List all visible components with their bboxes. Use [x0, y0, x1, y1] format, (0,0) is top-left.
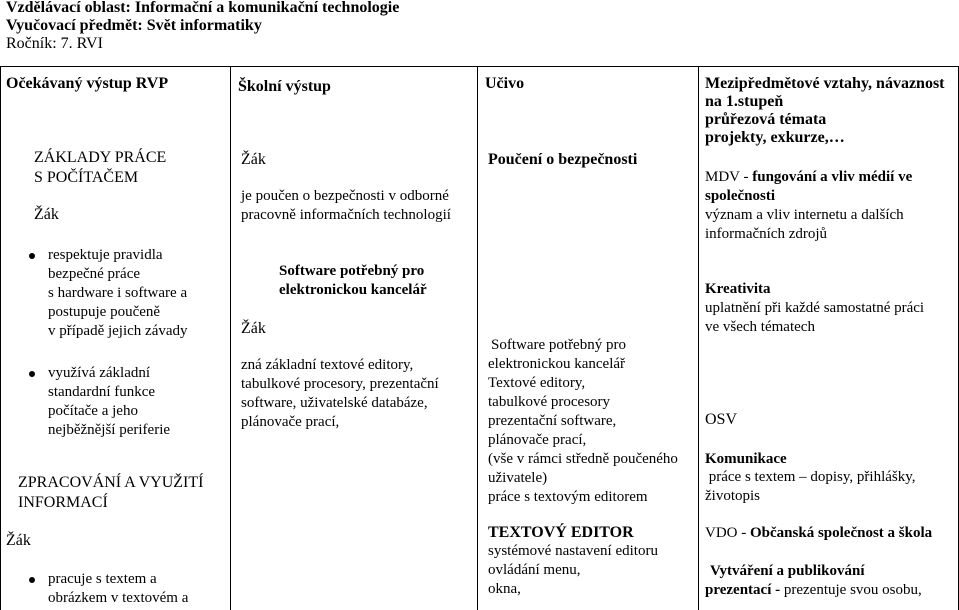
student-label: Žák — [6, 532, 31, 549]
list-line: standardní funkce — [48, 384, 156, 400]
text-line: tabulkové procesory — [488, 394, 611, 410]
student-label: Žák — [34, 206, 59, 223]
text-line: význam a vliv internetu a dalších — [705, 207, 904, 223]
educational-area: Vzdělávací oblast: Informační a komunikační technologie — [6, 0, 400, 16]
subject-title: Vyučovací předmět: Svět informatiky — [6, 17, 262, 34]
creativity-heading: Kreativita — [705, 281, 771, 297]
bullet-icon — [29, 253, 35, 259]
vdo-line — [705, 524, 932, 543]
text-line: elektronickou kancelář — [488, 356, 626, 372]
list-line: postupuje poučeně — [48, 304, 161, 320]
text-line: uživatele) — [488, 470, 548, 486]
student-label: Žák — [241, 151, 266, 168]
column-header-curriculum: Učivo — [485, 75, 525, 92]
text-line: ve všech tématech — [705, 319, 815, 335]
column-header-relations-line: Mezipředmětové vztahy, návaznost — [705, 75, 945, 92]
publishing-heading: Vytváření a publikování — [710, 563, 865, 579]
text-line: (vše v rámci středně poučeného — [488, 451, 678, 467]
column-divider-2 — [477, 66, 478, 610]
vdo-topic: Občanská společnost a škola — [750, 525, 933, 541]
list-line: bezpečné práce — [48, 266, 141, 282]
heading-line: S POČÍTAČEM — [34, 169, 139, 186]
list-line: s hardware i software a — [48, 285, 188, 301]
communication-description — [705, 468, 916, 506]
list-line: nejběžnější periferie — [48, 422, 171, 438]
list-line: respektuje pravidla — [48, 247, 163, 263]
list-line: počítače a jeho — [48, 403, 138, 419]
software-heading — [279, 262, 427, 300]
mdv-line — [705, 168, 912, 187]
text-line: práce s textovým editorem — [488, 489, 648, 505]
text-line: životopis — [705, 488, 760, 504]
editors-knowledge-text — [241, 356, 439, 432]
heading-line: Software potřebný pro — [279, 263, 425, 279]
grade-label: Ročník: 7. RVI — [6, 35, 103, 52]
list-line: v případě jejich závady — [48, 323, 188, 339]
text-editor-heading: TEXTOVÝ EDITOR — [488, 524, 634, 541]
bullet-list-text — [48, 570, 188, 608]
list-item — [48, 246, 188, 341]
list-line: využívá základní — [48, 365, 151, 381]
list-line: obrázkem v textovém a — [48, 590, 189, 606]
bullet-icon — [29, 371, 35, 377]
column-header-relations-line: na 1.stupeň — [705, 93, 784, 110]
table-left-border — [0, 66, 1, 610]
table-top-border — [0, 66, 959, 67]
heading-line: ZÁKLADY PRÁCE — [34, 149, 167, 166]
column-header-relations-line: průřezová témata — [705, 111, 827, 128]
list-item — [48, 570, 188, 608]
mdv-description — [705, 206, 904, 244]
column-divider-3 — [698, 66, 699, 610]
bullet-list-rules — [48, 246, 188, 341]
text-line: uplatnění při každé samostatné práci — [705, 300, 925, 316]
column-header-rvp: Očekávaný výstup RVP — [6, 75, 169, 92]
list-item — [48, 364, 170, 440]
safety-instruction-text — [241, 187, 451, 225]
heading-line: ZPRACOVÁNÍ A VYUŽITÍ — [18, 474, 204, 491]
text-line: software, uživatelské databáze, — [241, 395, 428, 411]
student-label: Žák — [241, 320, 266, 337]
text-line: pracovně informačních technologií — [241, 207, 451, 223]
text-line: Textové editory, — [488, 375, 586, 391]
text-line: ovládání menu, — [488, 562, 581, 578]
text-line: okna, — [488, 581, 521, 597]
vdo-prefix: VDO - — [705, 525, 750, 541]
column-header-relations — [705, 75, 945, 147]
text-line: prezentační software, — [488, 413, 617, 429]
creativity-description — [705, 299, 924, 337]
text-editor-topics — [488, 542, 658, 599]
presentation-text: prezentuje svou osobu, — [783, 582, 922, 598]
text-line: systémové nastavení editoru — [488, 543, 658, 559]
column-divider-1 — [230, 66, 231, 610]
communication-heading: Komunikace — [705, 451, 787, 467]
osv-label: OSV — [705, 411, 738, 428]
list-line: pracuje s textem a — [48, 571, 157, 587]
bullet-icon — [29, 577, 35, 583]
mdv-topic: fungování a vliv médií ve — [752, 169, 913, 185]
section-heading-basics — [34, 148, 166, 188]
text-line: Software potřebný pro — [491, 337, 626, 353]
text-line: informačních zdrojů — [705, 226, 828, 242]
bullet-list-functions — [48, 364, 170, 440]
text-line: plánovače prací, — [488, 432, 587, 448]
safety-heading: Poučení o bezpečnosti — [488, 151, 638, 168]
text-line: tabulkové procesory, prezentační — [241, 376, 439, 392]
mdv-topic-continued: společnosti — [705, 188, 776, 204]
text-line: práce s textem – dopisy, přihlášky, — [705, 469, 916, 485]
column-header-relations-line: projekty, exkurze,… — [705, 129, 845, 146]
mdv-prefix: MDV - — [705, 169, 753, 185]
heading-line: elektronickou kancelář — [279, 282, 427, 298]
heading-line: INFORMACÍ — [18, 494, 108, 511]
text-line: plánovače prací, — [241, 414, 340, 430]
presentation-line — [705, 581, 922, 600]
section-heading-information — [18, 473, 203, 513]
text-line: zná základní textové editory, — [241, 357, 414, 373]
text-line: je poučen o bezpečnosti v odborné — [241, 188, 449, 204]
curriculum-text — [488, 336, 678, 507]
presentation-label: prezentací - — [705, 582, 784, 598]
column-header-school-output: Školní výstup — [238, 78, 331, 95]
